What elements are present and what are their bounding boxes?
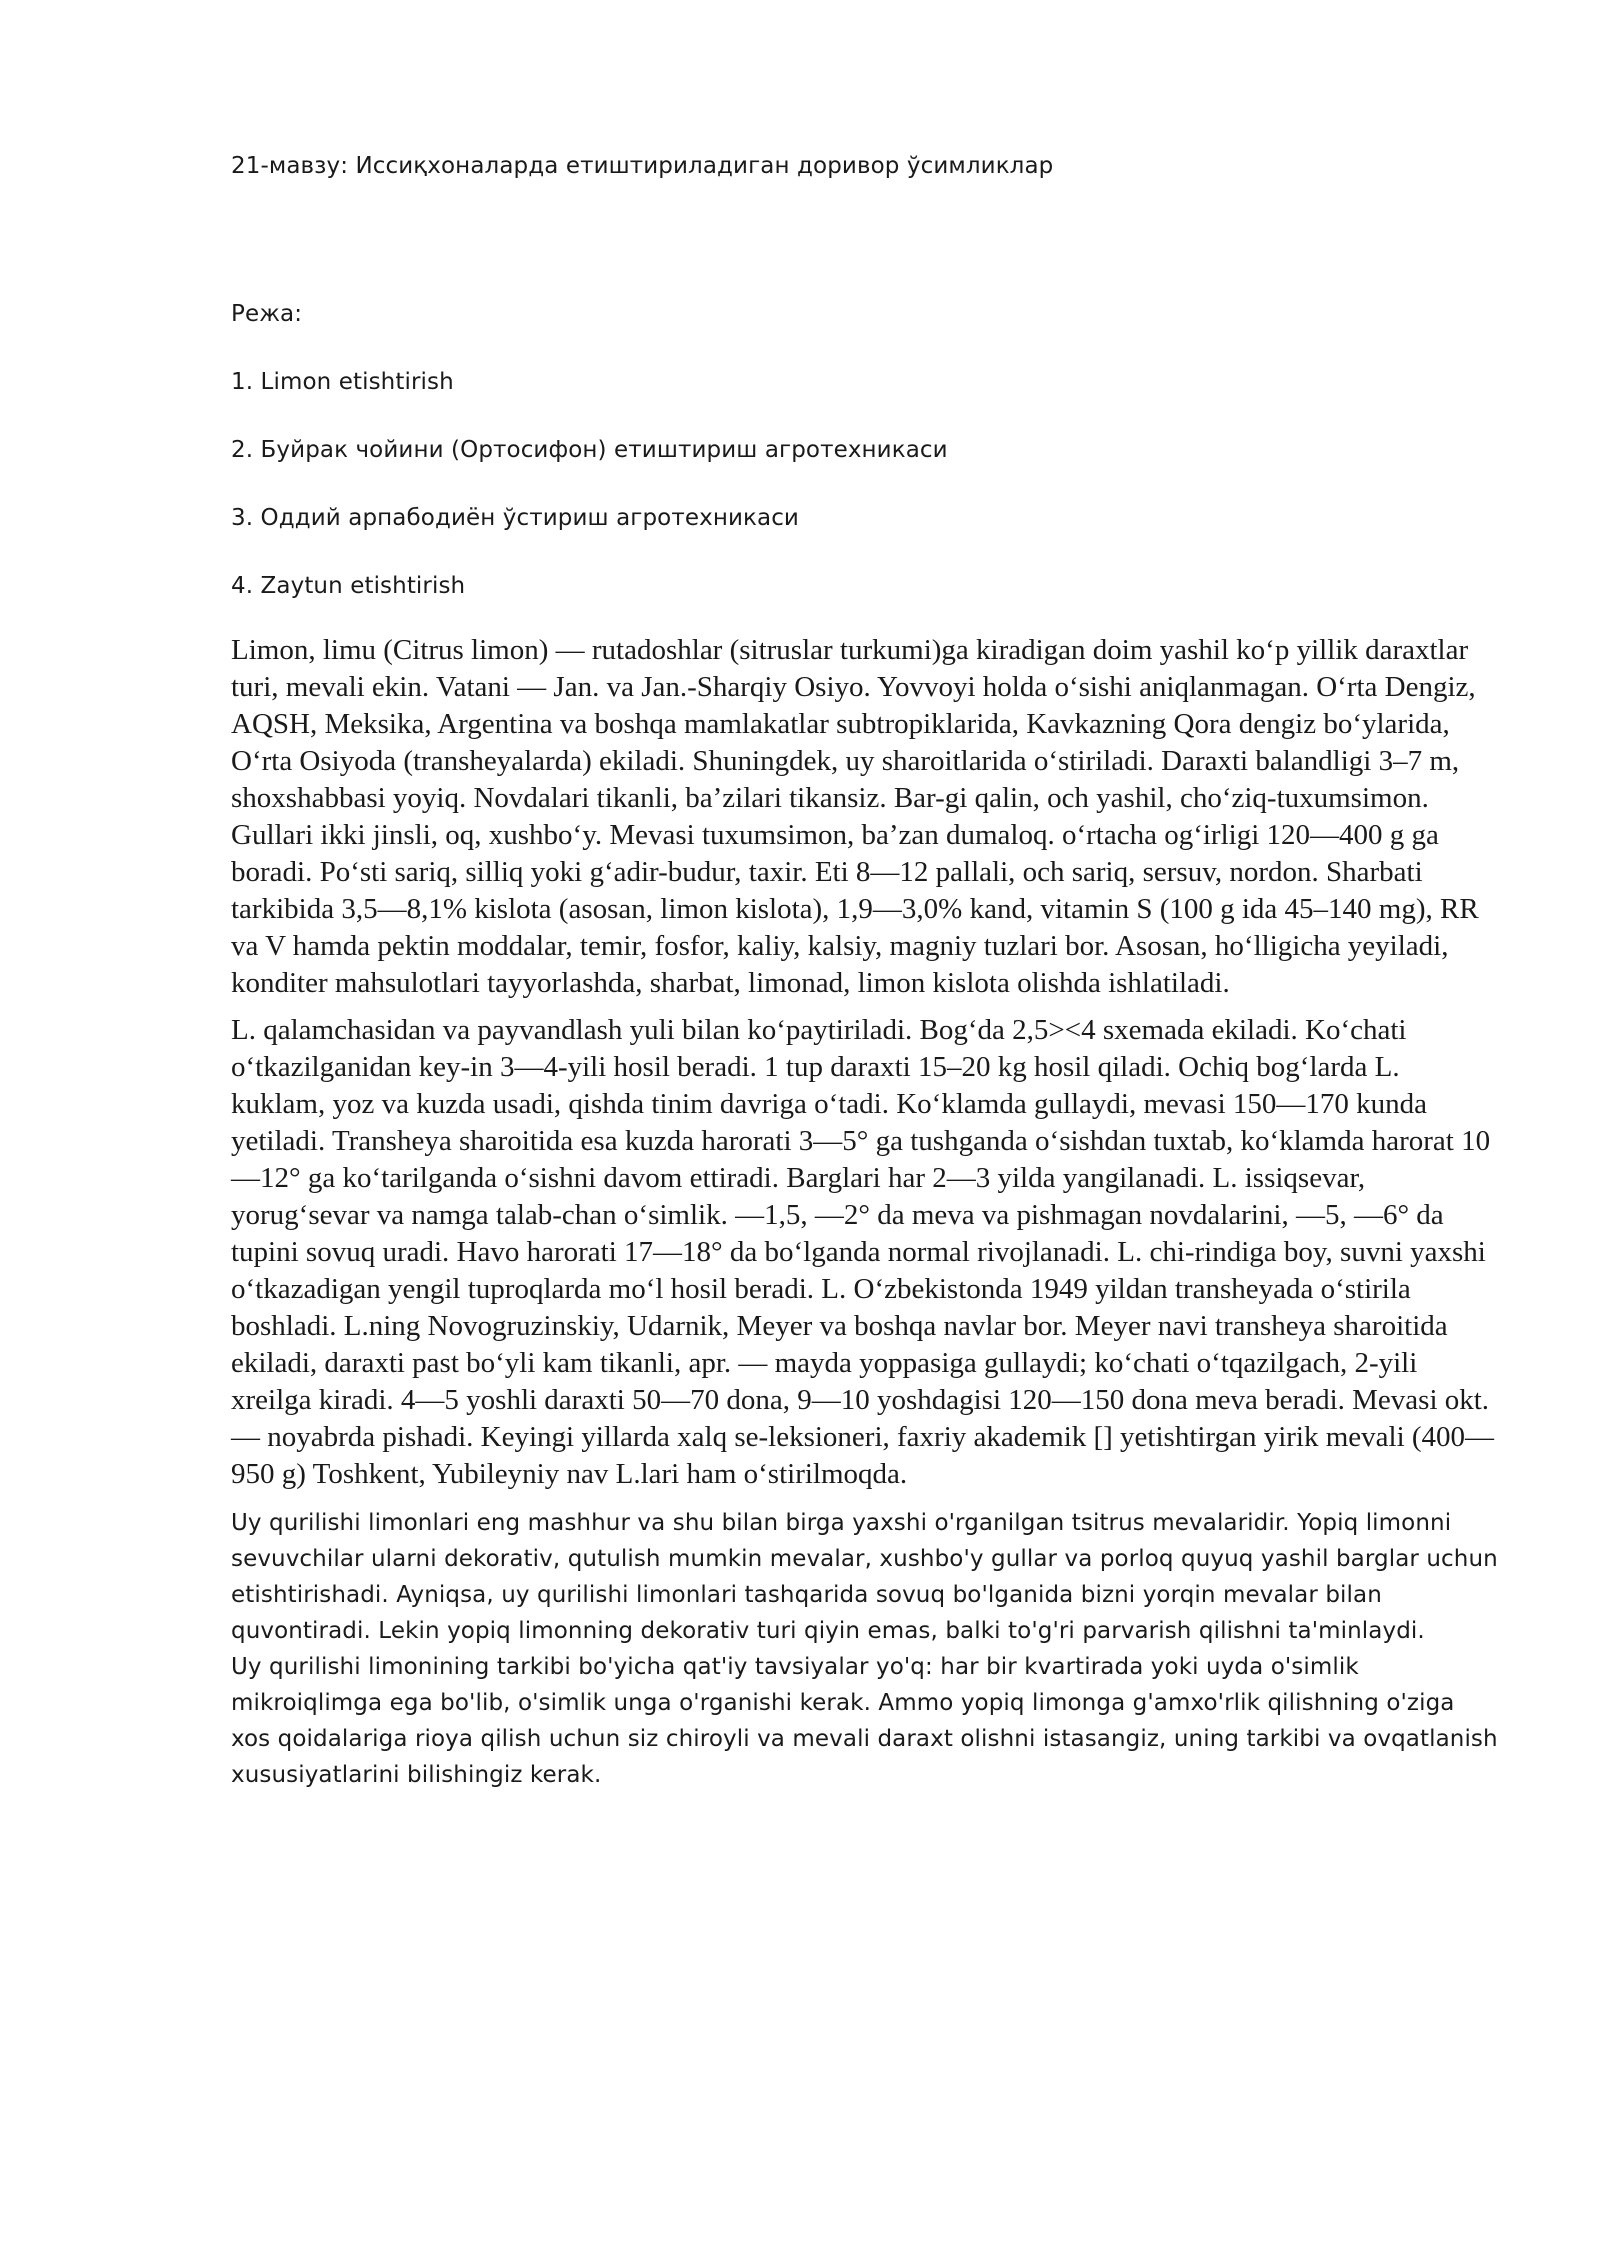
plan-list — [231, 364, 1501, 604]
document-title: 21-мавзу: Иссиқхоналарда етиштириладиган доривор ўсимликлар — [231, 153, 1054, 179]
paragraph-indoor-lemons: Uy qurilishi limonlari eng mashhur va shu bilan birga yaxshi o'rganilgan tsitrus mevalaridir. Yopiq limonni sevuvchilar ularni dekorativ, qutulish mumkin mevalar, xushbo'y gullar va porloq quyuq yashil barglar uchun etishtirishadi. Ayniqsa, uy qurilishi limonlari tashqarida sovuq bo'lganida bizni yorqin mevalar bilan quvontiradi. Lekin yopiq limonning dekorativ turi qiyin emas, balki to'g'ri parvarish qilishni ta'minlaydi. — [231, 1510, 1498, 1644]
paragraph-limon-cultivation: L. qalamchasidan va payvandlash yuli bilan koʻpaytiriladi. Bogʻda 2,5><4 sxemada ekiladi. Koʻchati oʻtkazilganidan key-in 3—4-yili hosil beradi. 1 tup daraxti 15–20 kg hosil qiladi. Ochiq bogʻlarda L. kuklam, yoz va kuzda usadi, qishda tinim davriga oʻtadi. Koʻklamda gullaydi, mevasi 150—170 kunda yetiladi. Transheya sharoitida esa kuzda harorati 3—5° ga tushganda oʻsishdan tuxtab, koʻklamda harorat 10—12° ga koʻtarilganda oʻsishni davom ettiradi. Barglari har 2—3 yilda yangilanadi. L. issiqsevar, yorugʻsevar va namga talab-chan oʻsimlik. —1,5, —2° da meva va pishmagan novdalarini, —5, —6° da tupini sovuq uradi. Havo harorati 17—18° da boʻlganda normal rivojlanadi. L. chi-rindiga boy, suvni yaxshi oʻtkazadigan yengil tuproqlarda moʻl hosil beradi. L. Oʻzbekistonda 1949 yildan transheyada oʻstirila boshladi. L.ning Novogruzinskiy, Udarnik, Meyer va boshqa navlar bor. Meyer navi transheya sharoitida ekiladi, daraxti past boʻyli kam tikanli, apr. — mayda yoppasiga gullaydi; koʻchati oʻtqazilgach, 2-yili xreilga kiradi. 4—5 yoshli daraxti 50—70 dona, 9—10 yoshdagisi 120—150 dona meva beradi. Mevasi okt.— noyabrda pishadi. Keyingi yillarda xalq se-leksioneri, faxriy akademik [] yetishtirgan yirik mevali (400—950 g) Toshkent, Yubileyniy nav L.lari ham oʻstirilmoqda. — [231, 1014, 1495, 1490]
document-body — [231, 148, 1501, 1793]
plan-item-4: 4. Zaytun etishtirish — [231, 573, 466, 599]
paragraph-limon-description: Limon, limu (Citrus limon) — rutadoshlar (sitruslar turkumi)ga kiradigan doim yashil koʻp yillik daraxtlar turi, mevali ekin. Vatani — Jan. va Jan.-Sharqiy Osiyo. Yovvoyi holda oʻsishi aniqlanmagan. Oʻrta Dengiz, AQSH, Meksika, Argentina va boshqa mamlakatlar subtropiklarida, Kavkazning Qora dengiz boʻylarida, Oʻrta Osiyoda (transheyalarda) ekiladi. Shuningdek, uy sharoitlarida oʻstiriladi. Daraxti balandligi 3–7 m, shoxshabbasi yoyiq. Novdalari tikanli, baʼzilari tikansiz. Bar-gi qalin, och yashil, choʻziq-tuxumsimon. Gullari ikki jinsli, oq, xushboʻy. Mevasi tuxumsimon, baʼzan dumaloq. oʻrtacha ogʻirligi 120—400 g ga boradi. Poʻsti sariq, silliq yoki gʻadir-budur, taxir. Eti 8—12 pallali, och sariq, sersuv, nordon. Sharbati tarkibida 3,5—8,1% kislota (asosan, limon kislota), 1,9—3,0% kand, vitamin S (100 g ida 45–140 mg), RR va V hamda pektin moddalar, temir, fosfor, kaliy, kalsiy, magniy tuzlari bor. Asosan, hoʻlligicha yeyiladi, konditer mahsulotlari tayyorlashda, sharbat, limonad, limon kislota olishda ishlatiladi. — [231, 634, 1479, 999]
plan-item-2: 2. Буйрак чойини (Ортосифон) етиштириш агротехникаси — [231, 437, 948, 463]
plan-item-1: 1. Limon etishtirish — [231, 369, 454, 395]
paragraph-indoor-lemon-composition: Uy qurilishi limonining tarkibi bo'yicha qat'iy tavsiyalar yo'q: har bir kvartirada yoki uyda o'simlik mikroiqlimga ega bo'lib, o'simlik unga o'rganishi kerak. Ammo yopiq limonga g'amxo'rlik qilishning o'ziga xos qoidalariga rioya qilish uchun siz chiroyli va mevali daraxt olishni istasangiz, uning tarkibi va ovqatlanish xususiyatlarini bilishingiz kerak. — [231, 1654, 1498, 1788]
plan-label: Режа: — [231, 301, 303, 327]
plan-item-3: 3. Оддий арпабодиён ўстириш агротехникаси — [231, 505, 799, 531]
